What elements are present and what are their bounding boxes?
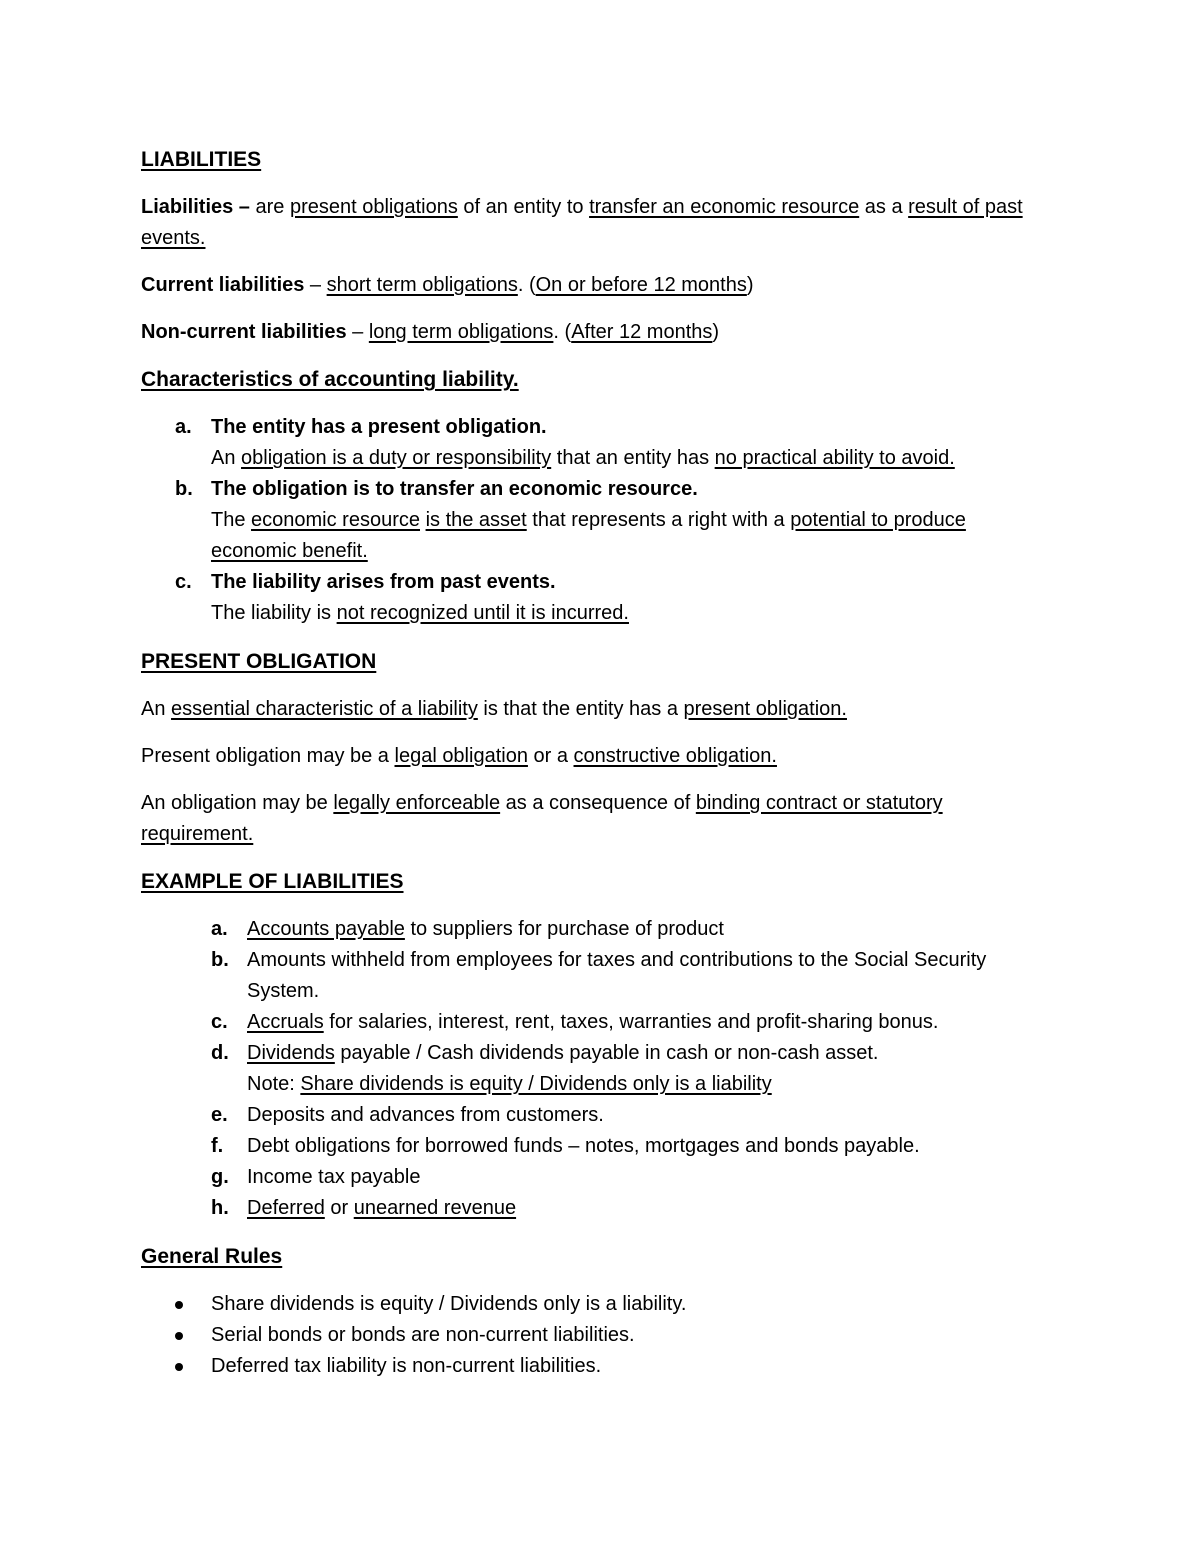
list-item: b. Amounts withheld from employees for taxes and contributions to the Social Security System. (211, 949, 987, 1002)
list-item: d. Dividends payable / Cash dividends payable in cash or non-cash asset. Note: Share dividends is equity / Dividends only is a liability (141, 1038, 1056, 1100)
definition-noncurrent-liabilities: Non-current liabilities – long term obligations. (After 12 months) (141, 321, 720, 343)
list-item: c. Accruals for salaries, interest, rent, taxes, warranties and profit-sharing bonus. (211, 1011, 939, 1033)
general-rules-list (141, 1289, 1056, 1382)
list-marker: c. (175, 571, 192, 593)
bullet-icon (175, 1301, 183, 1309)
note: Note: Share dividends is equity / Dividends only is a liability (247, 1073, 772, 1095)
list-item: Share dividends is equity / Dividends only is a liability. (141, 1289, 1056, 1320)
term: Liabilities – (141, 196, 250, 218)
document-content (141, 144, 1056, 1382)
list-item: f. Debt obligations for borrowed funds – notes, mortgages and bonds payable. (211, 1135, 920, 1157)
present-obligation-heading: PRESENT OBLIGATION (141, 650, 377, 673)
characteristics-heading: Characteristics of accounting liability. (141, 368, 519, 391)
list-item: g. Income tax payable (211, 1166, 421, 1188)
list-item: Deferred tax liability is non-current liabilities. (141, 1351, 1056, 1382)
page-title: LIABILITIES (141, 148, 262, 171)
present-obligation-paragraph: Present obligation may be a legal obligation or a constructive obligation. (141, 745, 777, 767)
list-marker: a. (175, 416, 192, 438)
examples-list (141, 914, 1056, 1224)
list-item: a. The entity has a present obligation. An obligation is a duty or responsibility that an entity has no practical ability to avoid. (141, 412, 1056, 474)
present-obligation-paragraph: An obligation may be legally enforceable as a consequence of binding contract or statutory requirement. (141, 792, 943, 845)
bullet-icon (175, 1363, 183, 1371)
general-rules-heading: General Rules (141, 1245, 283, 1268)
examples-heading: EXAMPLE OF LIABILITIES (141, 870, 404, 893)
present-obligation-paragraph: An essential characteristic of a liability is that the entity has a present obligation. (141, 698, 847, 720)
list-item: b. The obligation is to transfer an economic resource. The economic resource is the asset that represents a right with a potential to produce economic benefit. (141, 474, 1056, 567)
list-item: Serial bonds or bonds are non-current liabilities. (141, 1320, 1056, 1351)
list-item: c. The liability arises from past events. The liability is not recognized until it is incurred. (141, 567, 1056, 629)
definition-liabilities: Liabilities – are present obligations of an entity to transfer an economic resource as a result of past events. (141, 196, 1023, 249)
list-item: h. Deferred or unearned revenue (211, 1197, 517, 1219)
list-item: a. Accounts payable to suppliers for purchase of product (211, 918, 724, 940)
list-item: e. Deposits and advances from customers. (211, 1104, 604, 1126)
characteristics-list (141, 412, 1056, 629)
list-marker: b. (175, 478, 193, 500)
definition-current-liabilities: Current liabilities – short term obligations. (On or before 12 months) (141, 274, 754, 296)
bullet-icon (175, 1332, 183, 1340)
